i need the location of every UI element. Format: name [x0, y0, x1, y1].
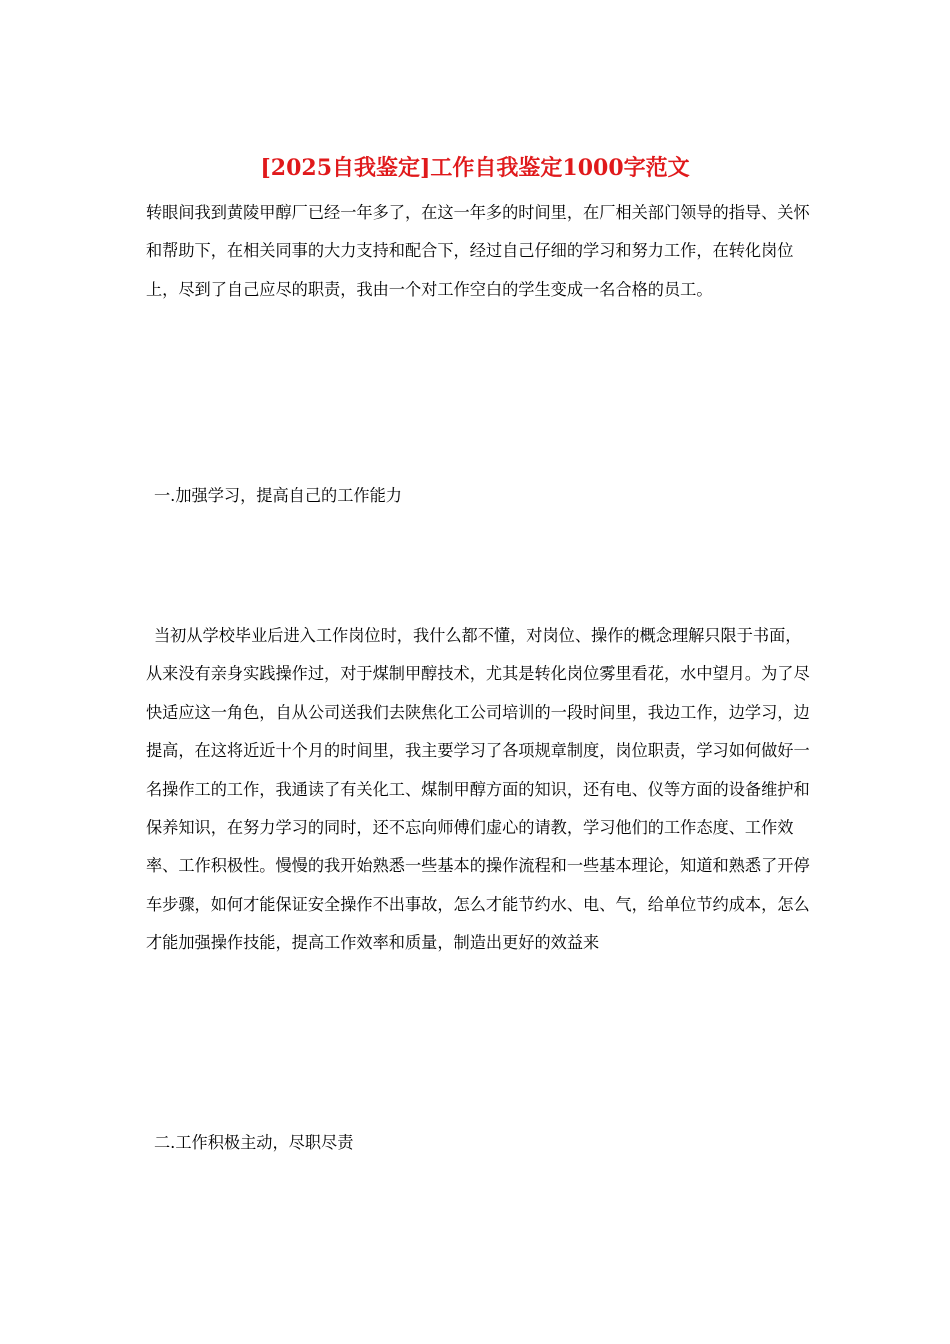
section-1-paragraph: 当初从学校毕业后进入工作岗位时，我什么都不懂，对岗位、操作的概念理解只限于书面，从来没有亲身实践操作过，对于煤制甲醇技术，尤其是转化岗位雾里看花，水中望月。为了尽快适应这一角色，自从公司送我们去陕焦化工公司培训的一段时间里，我边工作，边学习，边提高，在这将近近十个月的时间里，我主要学习了各项规章制度，岗位职责，学习如何做好一名操作工的工作，我通读了有关化工、煤制甲醇方面的知识，还有电、仪等方面的设备维护和保养知识，在努力学习的同时，还不忘向师傅们虚心的请教，学习他们的工作态度、工作效率、工作积极性。慢慢的我开始熟悉一些基本的操作流程和一些基本理论，知道和熟悉了开停车步骤，如何才能保证安全操作不出事故，怎么才能节约水、电、气，给单位节约成本，怎么才能加强操作技能，提高工作效率和质量，制造出更好的效益来 — [146, 626, 810, 953]
intro-paragraph: 转眼间我到黄陵甲醇厂已经一年多了，在这一年多的时间里，在厂相关部门领导的指导、关怀和帮助下，在相关同事的大力支持和配合下，经过自己仔细的学习和努力工作，在转化岗位上，尽到了自己应尽的职责，我由一个对工作空白的学生变成一名合格的员工。 — [146, 203, 810, 299]
section-1-heading: 一.加强学习，提高自己的工作能力 — [154, 486, 402, 505]
section-2-heading: 二.工作积极主动，尽职尽责 — [154, 1133, 354, 1152]
document-title: [2025自我鉴定]工作自我鉴定1000字范文 — [260, 155, 690, 181]
